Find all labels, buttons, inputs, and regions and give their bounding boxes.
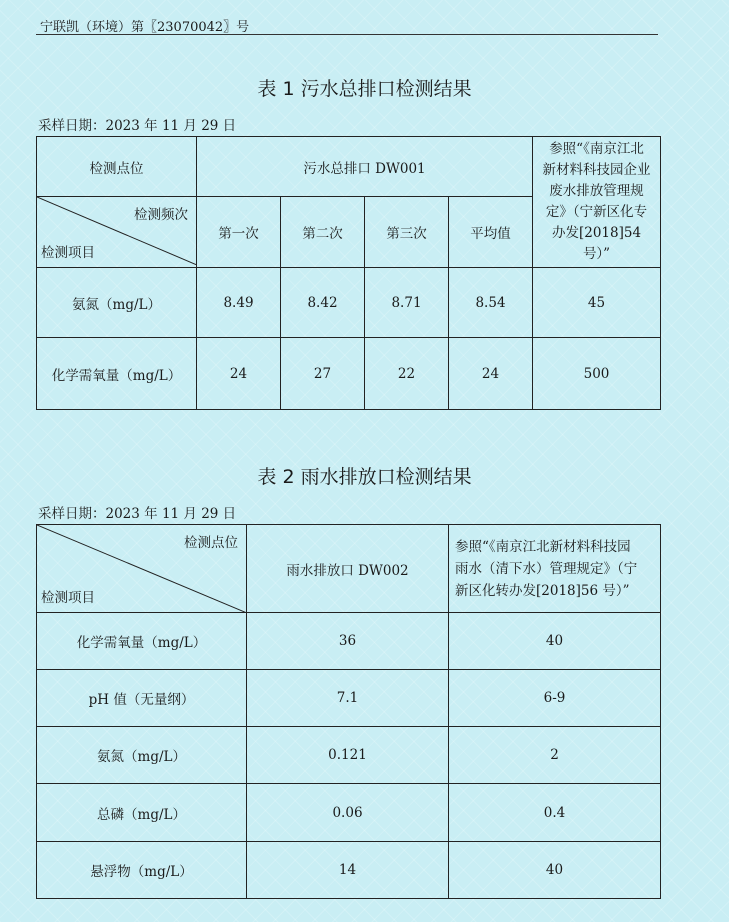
table1-ref-line: 废水排放管理规 bbox=[549, 183, 644, 199]
table2-item: 氨氮（mg/L） bbox=[37, 727, 247, 784]
table1-value: 22 bbox=[365, 338, 449, 410]
table1-ref-line: 办发[2018]54 号）” bbox=[551, 225, 642, 262]
table1-limit: 45 bbox=[533, 268, 661, 338]
table1-value: 8.54 bbox=[449, 268, 533, 338]
table2-value: 0.121 bbox=[247, 727, 449, 784]
table1-value: 8.71 bbox=[365, 268, 449, 338]
table-row bbox=[37, 842, 661, 899]
table1-item: 氨氮（mg/L） bbox=[37, 268, 197, 338]
table-row bbox=[37, 338, 661, 410]
table1-item: 化学需氧量（mg/L） bbox=[37, 338, 197, 410]
table1-freq-label: 检测频次 bbox=[134, 207, 188, 224]
doc-number: 宁联凯（环境）第〖23070042〗号 bbox=[40, 20, 250, 35]
table1-value: 8.49 bbox=[197, 268, 281, 338]
table1-ref-line: 新材料科技园企业 bbox=[542, 162, 651, 178]
table2-item-label: 检测项目 bbox=[41, 590, 95, 606]
table1-point-label: 检测点位 bbox=[37, 137, 197, 197]
table-row bbox=[37, 727, 661, 784]
table1-date: 采样日期：2023 年 11 月 29 日 bbox=[38, 118, 237, 134]
header-rule bbox=[36, 8, 658, 35]
table2-value: 14 bbox=[247, 842, 449, 899]
table2-limit: 0.4 bbox=[449, 784, 661, 842]
table-row bbox=[37, 613, 661, 670]
table1-diagonal-header bbox=[37, 197, 197, 268]
table2-ref-line: 新区化转办发[2018]56 号）” bbox=[455, 582, 630, 599]
table2-point-label: 检测点位 bbox=[184, 535, 238, 551]
table2-point-name: 雨水排放口 DW002 bbox=[247, 525, 449, 613]
table2-value: 36 bbox=[247, 613, 449, 670]
table2-title: 表 2 雨水排放口检测结果 bbox=[257, 466, 472, 488]
table2-date: 采样日期：2023 年 11 月 29 日 bbox=[38, 506, 237, 522]
table2-ref-line: 参照“《南京江北新材料科技园 bbox=[455, 538, 631, 555]
table2-item: 悬浮物（mg/L） bbox=[37, 842, 247, 899]
table1-value: 24 bbox=[449, 338, 533, 410]
table1-title: 表 1 污水总排口检测结果 bbox=[257, 78, 472, 100]
table2-limit: 6-9 bbox=[449, 670, 661, 727]
table1-reference bbox=[533, 137, 661, 268]
table2-ref-line: 雨水（清下水）管理规定》（宁 bbox=[455, 560, 638, 577]
table2-value: 0.06 bbox=[247, 784, 449, 842]
table2-item: 总磷（mg/L） bbox=[37, 784, 247, 842]
table1-limit: 500 bbox=[533, 338, 661, 410]
table-row bbox=[37, 784, 661, 842]
table2-item: 化学需氧量（mg/L） bbox=[37, 613, 247, 670]
table2-reference bbox=[449, 525, 661, 613]
table1-col-header: 第三次 bbox=[365, 197, 449, 268]
table2-item: pH 值（无量纲） bbox=[37, 670, 247, 727]
table1-value: 24 bbox=[197, 338, 281, 410]
table1-ref-line: 定》（宁新区化专 bbox=[545, 204, 648, 220]
table2-value: 7.1 bbox=[247, 670, 449, 727]
table2-limit: 2 bbox=[449, 727, 661, 784]
table1-col-header: 第一次 bbox=[197, 197, 281, 268]
table1 bbox=[36, 136, 661, 410]
table-row bbox=[37, 670, 661, 727]
table-row bbox=[37, 268, 661, 338]
table2 bbox=[36, 524, 661, 899]
table1-value: 27 bbox=[281, 338, 365, 410]
table1-col-header: 平均值 bbox=[449, 197, 533, 268]
table1-item-label: 检测项目 bbox=[41, 245, 95, 261]
table2-limit: 40 bbox=[449, 842, 661, 899]
table1-point-name: 污水总排口 DW001 bbox=[197, 137, 533, 197]
table1-col-header: 第二次 bbox=[281, 197, 365, 268]
table2-limit: 40 bbox=[449, 613, 661, 670]
table2-diagonal-header bbox=[37, 525, 247, 613]
table1-ref-line: 参照“《南京江北 bbox=[549, 141, 644, 157]
table1-value: 8.42 bbox=[281, 268, 365, 338]
